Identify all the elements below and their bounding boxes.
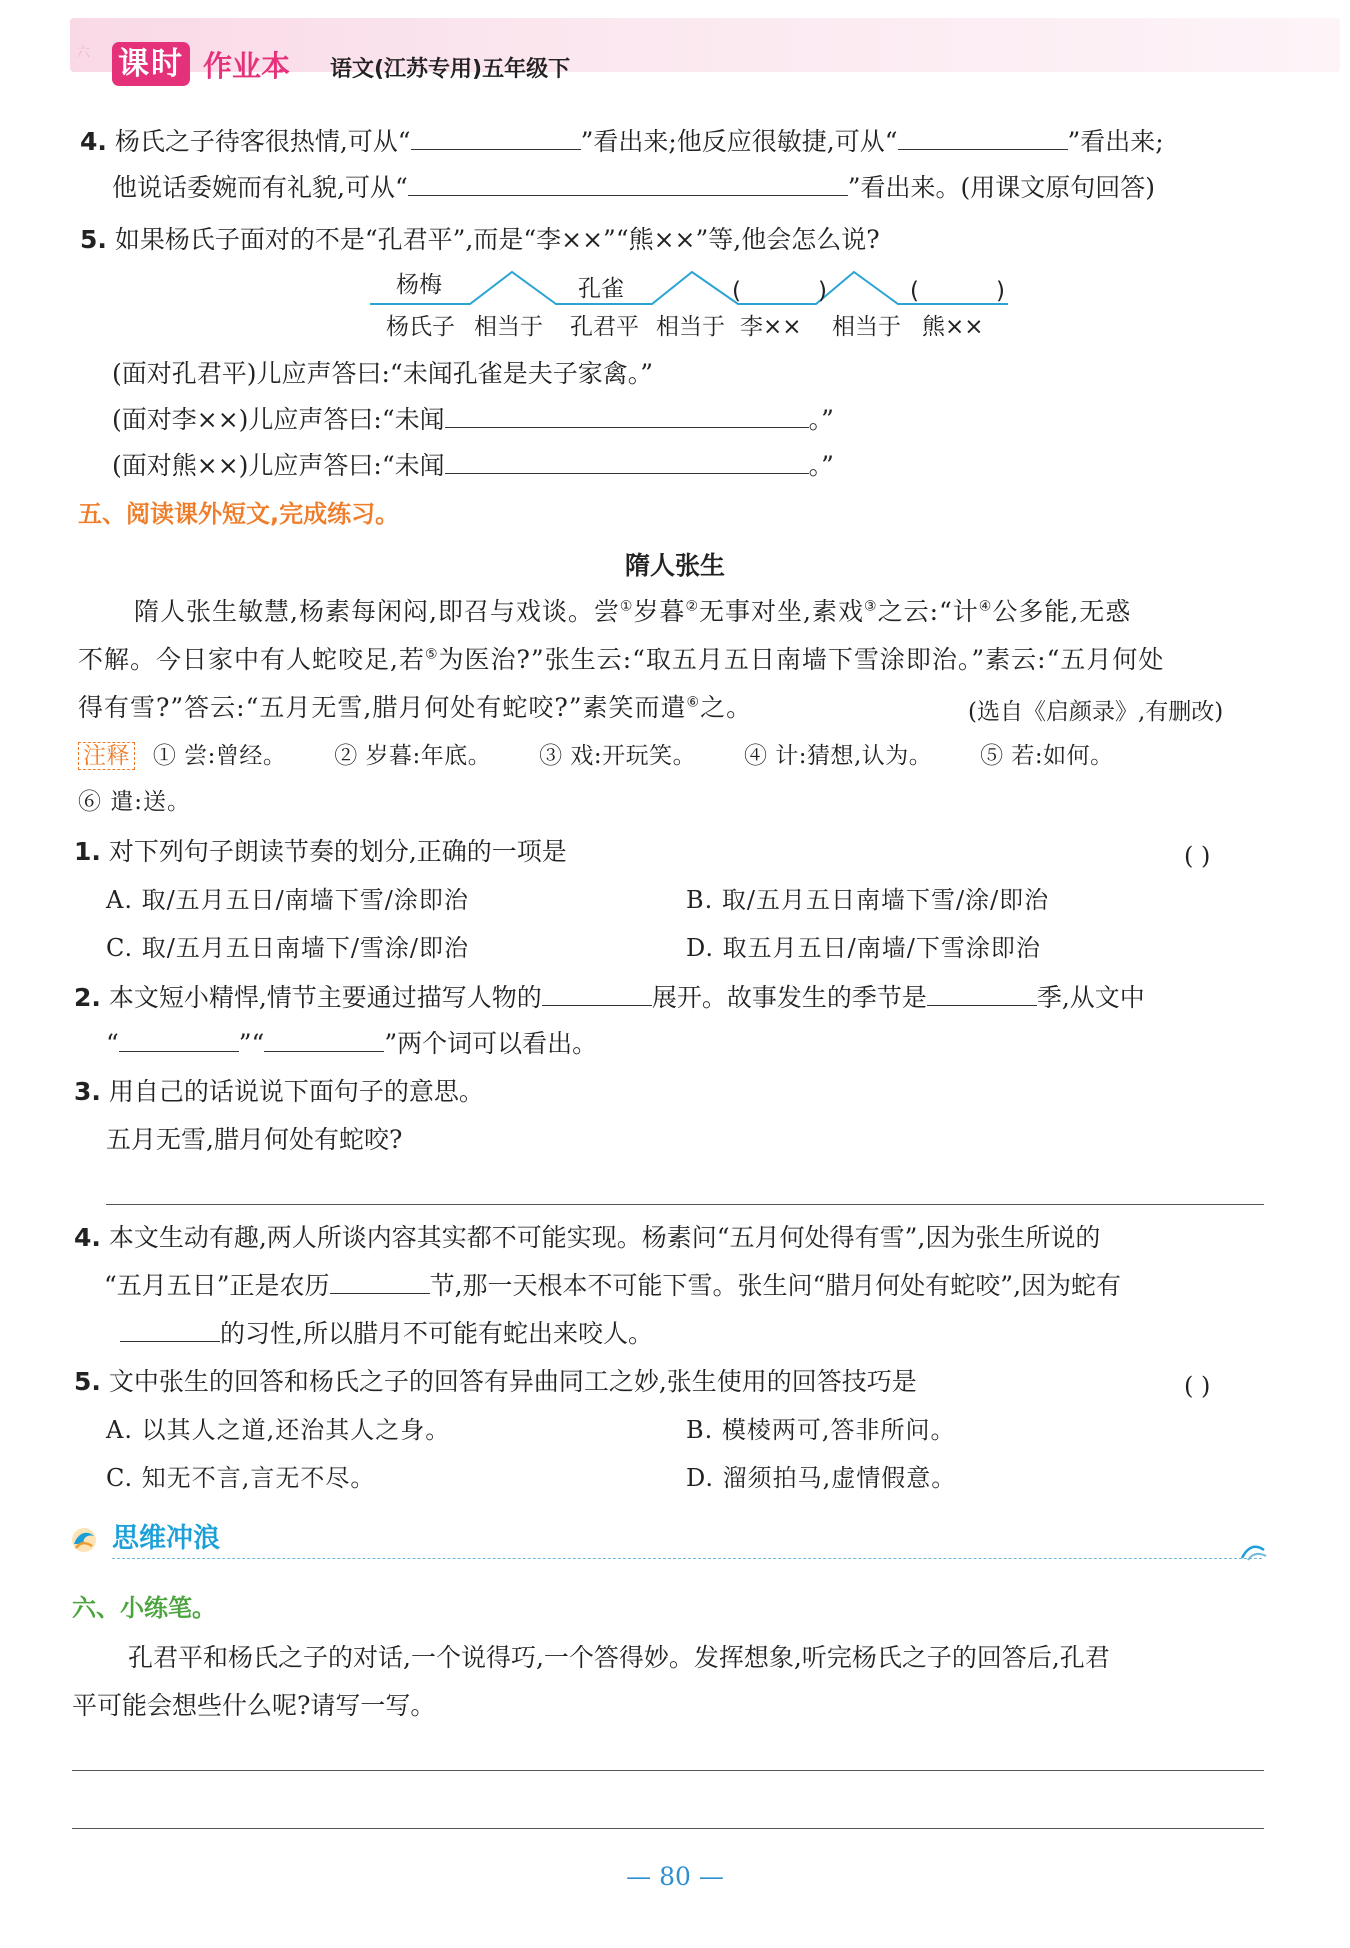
q5-line (80, 222, 880, 258)
s5-q4-number: 4. (74, 1223, 101, 1252)
q5-number: 5. (80, 225, 107, 254)
notes-line2: ⑥ 遣:送。 (78, 789, 192, 815)
diagram-bottom-item: 相当于 (656, 314, 725, 340)
diagram-bottom-item: 杨氏子 (386, 314, 455, 340)
q4-text: ”看出来。(用课文原句回答) (847, 173, 1156, 202)
answer-blank[interactable] (264, 1027, 384, 1052)
logo-zuoyeben: 作业本 (203, 49, 291, 83)
writing-line[interactable] (72, 1770, 1264, 1771)
q4-text: ”看出来; (1067, 127, 1164, 156)
s5-q4-text: 的习性,所以腊月不可能有蛇出来咬人。 (220, 1319, 653, 1348)
s5-q5-number: 5. (74, 1367, 101, 1396)
s5-q2-text: 季,从文中 (1036, 983, 1145, 1012)
s5-q2-text: ”两个词可以看出。 (384, 1029, 598, 1058)
s5-q5-line (74, 1364, 917, 1400)
answer-blank[interactable] (927, 981, 1037, 1006)
book-subtitle: 语文(江苏专用)五年级下 (330, 57, 571, 82)
diagram-bottom-item: 相当于 (474, 314, 543, 340)
s5-q3-text: 用自己的话说说下面句子的意思。 (108, 1077, 484, 1106)
q5-answer-text: 。” (808, 451, 834, 480)
section5-heading: 五、阅读课外短文,完成练习。 (78, 500, 400, 528)
answer-blank[interactable] (119, 1027, 239, 1052)
s5-q2-text: 本文短小精悍,情节主要通过描写人物的 (108, 983, 542, 1012)
s5-q2-line2 (106, 1026, 597, 1062)
passage-text: 隋人张生敏慧,杨素每闲闷,即召与戏谈。尝 (134, 597, 620, 626)
note-item: ② 岁暮:年底。 (334, 743, 492, 769)
diagram-top-kongque: 孔雀 (578, 276, 624, 302)
q5-answer-kong: (面对孔君平)儿应声答曰:“未闻孔雀是夫子家禽。” (112, 359, 653, 388)
s5-q1-text: 对下列句子朗读节奏的划分,正确的一项是 (108, 837, 567, 866)
passage-title: 隋人张生 (624, 551, 725, 580)
q4-line2 (112, 170, 1155, 206)
footnote-mark: ① (619, 598, 634, 615)
passage-text: 公多能,无惑 (992, 597, 1132, 626)
answer-blank[interactable] (445, 403, 809, 428)
passage-source: (选自《启颜录》,有删改) (968, 699, 1224, 725)
s5-q2-text: “ (106, 1029, 119, 1058)
s5-q1-option-b[interactable]: B. 取/五月五日南墙下雪/涂/即治 (686, 886, 1050, 914)
passage-line2 (78, 642, 1164, 678)
passage-text: 无事对坐,素戏 (699, 597, 864, 626)
s5-q5-answer-paren[interactable]: ( ) (1184, 1372, 1211, 1400)
q4-text: 他说话委婉而有礼貌,可从“ (112, 173, 408, 202)
passage-text: 之云:“计 (877, 597, 979, 626)
wave-icon (70, 1526, 98, 1554)
answer-blank[interactable] (120, 1317, 220, 1342)
s5-q2-line1 (74, 980, 1145, 1016)
footnote-mark: ④ (978, 598, 993, 615)
passage-text: 为医治?”张生云:“取五月五日南墙下雪涂即治。”素云:“五月何处 (438, 645, 1165, 674)
answer-blank[interactable] (411, 125, 581, 150)
q5-text: 如果杨氏子面对的不是“孔君平”,而是“李××”“熊××”等,他会怎么说? (114, 225, 880, 254)
passage-line3 (78, 690, 752, 726)
s5-q3-line (74, 1074, 484, 1110)
s5-q2-text: ”“ (238, 1029, 265, 1058)
diagram-top-yangmei: 杨梅 (396, 272, 442, 298)
note-item: ③ 戏:开玩笑。 (539, 743, 697, 769)
s5-q5-option-c[interactable]: C. 知无不言,言无不尽。 (106, 1464, 376, 1492)
q5-answer-text: (面对熊××)儿应声答曰:“未闻 (112, 451, 445, 480)
section6-prompt-line1: 孔君平和杨氏之子的对话,一个说得巧,一个答得妙。发挥想象,听完杨氏之子的回答后,孔君 (128, 1643, 1110, 1672)
q5-answer-text: (面对李××)儿应声答曰:“未闻 (112, 405, 445, 434)
q4-number: 4. (80, 127, 107, 156)
thinking-surf-banner (68, 1520, 1268, 1562)
s5-q1-option-d[interactable]: D. 取五月五日/南墙/下雪涂即治 (686, 934, 1041, 962)
s5-q2-number: 2. (74, 983, 101, 1012)
s5-q4-line3 (120, 1316, 653, 1352)
answer-blank[interactable] (898, 125, 1068, 150)
q5-answer-li (112, 402, 834, 438)
diagram-top-paren-open: ( (732, 278, 741, 304)
notes-line1 (78, 738, 1114, 774)
writing-line[interactable] (72, 1828, 1264, 1829)
answer-blank[interactable] (445, 449, 809, 474)
diagram-bottom-item: 熊×× (922, 314, 984, 340)
s5-q3-sentence: 五月无雪,腊月何处有蛇咬? (106, 1125, 403, 1154)
answer-blank[interactable] (542, 981, 652, 1006)
answer-blank[interactable] (408, 171, 848, 196)
s5-q1-option-c[interactable]: C. 取/五月五日南墙下/雪涂/即治 (106, 934, 470, 962)
thinking-surf-label: 思维冲浪 (112, 1523, 220, 1554)
q4-text: ”看出来;他反应很敏捷,可从“ (580, 127, 898, 156)
logo-keshi: 课时 (112, 42, 190, 86)
s5-q4-line1 (74, 1220, 1100, 1256)
s5-q5-option-a[interactable]: A. 以其人之道,还治其人之身。 (106, 1416, 451, 1444)
section6-prompt-line2: 平可能会想些什么呢?请写一写。 (72, 1691, 436, 1720)
surf-dashed-rule (112, 1558, 1262, 1559)
notes-tag: 注释 (78, 742, 135, 770)
passage-text: 岁暮 (633, 597, 686, 626)
note-item: ④ 计:猜想,认为。 (743, 743, 933, 769)
s5-q1-option-a[interactable]: A. 取/五月五日/南墙下雪/涂即治 (106, 886, 469, 914)
passage-text: 得有雪?”答云:“五月无雪,腊月何处有蛇咬?”素笑而遣 (78, 693, 687, 722)
s5-q3-answer-line[interactable] (106, 1204, 1264, 1205)
diagram-top-paren-open: ( (910, 278, 919, 304)
passage-text: 之。 (700, 693, 753, 722)
s5-q1-answer-paren[interactable]: ( ) (1184, 842, 1211, 870)
diagram-bottom-item: 李×× (740, 314, 802, 340)
wave-end-icon (1240, 1540, 1268, 1562)
footnote-mark: ⑥ (686, 694, 701, 711)
s5-q5-option-b[interactable]: B. 模棱两可,答非所问。 (686, 1416, 956, 1444)
section6-heading: 六、小练笔。 (72, 1594, 216, 1622)
s5-q3-number: 3. (74, 1077, 101, 1106)
analogy-diagram (370, 270, 1010, 350)
header-ghost-text: 六 (76, 45, 90, 61)
footnote-mark: ③ (864, 598, 878, 615)
passage-text: 不解。今日家中有人蛇咬足,若 (78, 645, 425, 674)
answer-blank[interactable] (330, 1269, 430, 1294)
q4-text: 杨氏之子待客很热情,可从“ (114, 127, 411, 156)
note-item: ⑤ 若:如何。 (980, 743, 1114, 769)
page-number: — 80 — (626, 1862, 724, 1891)
diagram-top-paren-close: ) (818, 278, 827, 304)
s5-q1-number: 1. (74, 837, 101, 866)
s5-q5-option-d[interactable]: D. 溜须拍马,虚情假意。 (686, 1464, 957, 1492)
s5-q4-text: “五月五日”正是农历 (104, 1271, 330, 1300)
q5-answer-xiong (112, 448, 834, 484)
s5-q4-text: 节,那一天根本不可能下雪。张生问“腊月何处有蛇咬”,因为蛇有 (429, 1271, 1122, 1300)
diagram-top-paren-close: ) (996, 278, 1005, 304)
q5-answer-text: 。” (808, 405, 834, 434)
s5-q5-text: 文中张生的回答和杨氏之子的回答有异曲同工之妙,张生使用的回答技巧是 (108, 1367, 917, 1396)
note-item: ① 尝:曾经。 (152, 743, 287, 769)
footnote-mark: ② (685, 598, 700, 615)
s5-q2-text: 展开。故事发生的季节是 (651, 983, 927, 1012)
s5-q1-line (74, 834, 567, 870)
diagram-bottom-item: 相当于 (832, 314, 901, 340)
passage-line1 (134, 594, 1131, 630)
s5-q4-text: 本文生动有趣,两人所谈内容其实都不可能实现。杨素问“五月何处得有雪”,因为张生所说的 (108, 1223, 1101, 1252)
s5-q4-line2 (104, 1268, 1121, 1304)
diagram-bottom-item: 孔君平 (570, 314, 639, 340)
q4-line1 (80, 124, 1164, 160)
footnote-mark: ⑤ (424, 646, 439, 663)
